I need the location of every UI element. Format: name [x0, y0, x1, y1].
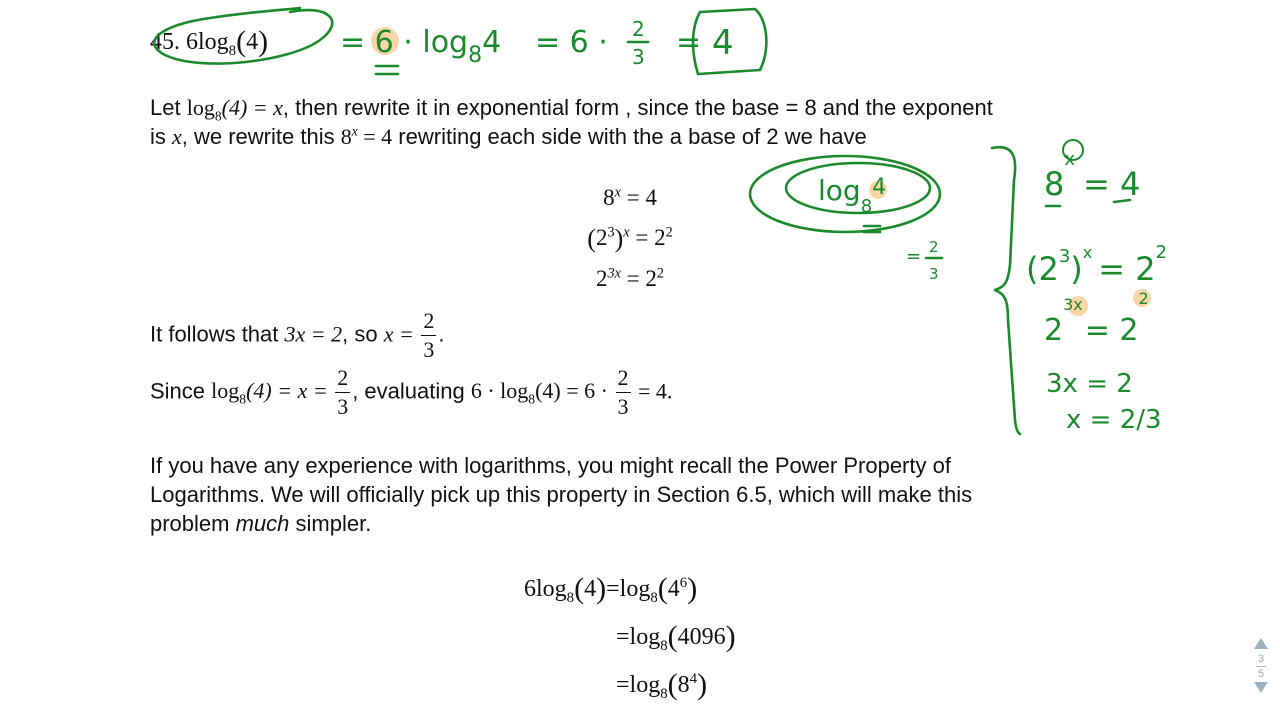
problem-log: log [198, 29, 229, 55]
page-down-button[interactable] [1254, 682, 1268, 693]
power-row-3: $=\log_8(8^4)$ [616, 668, 708, 702]
fraction-two-thirds: $\frac{2}{3}$ [423, 308, 435, 362]
ink-bubble-den: 3 [929, 265, 939, 283]
equation-line-3: $2^{3x} = 2^2$ [595, 265, 665, 291]
paragraph2-line-3: problem much simpler. [150, 511, 372, 536]
close-paren: ) [258, 25, 269, 58]
page-indicator [1248, 638, 1274, 693]
ink-equals-answer: = [676, 25, 702, 60]
double-underline-six [376, 66, 398, 74]
paragraph2-line-2: Logarithms. We will officially pick up this property in Section 6.5, which will make this [150, 482, 973, 507]
fraction-two-thirds-a: $\frac{2}{3}$ [337, 365, 349, 419]
problem-arg: 4 [246, 29, 259, 55]
ink-r3: $2^{3x}= 2^2$ [1044, 289, 1149, 348]
ink-r5: x = 2/3 [1066, 405, 1162, 435]
ink-bubble-log: $\log_8^4$ [818, 174, 887, 217]
since-line: Since $\log_8(4) = x$ = $\frac{2}{3}$ , evaluating $6 \cdot \log_8(4) = 6$ · $\frac{2}{3}$ = 4. [150, 365, 673, 419]
problem-base: 8 [228, 42, 237, 59]
ink-r4: 3x = 2 [1046, 369, 1133, 399]
ink-bubble-eq: = [906, 246, 922, 267]
intro-line-2: is x, we rewrite this $8^x = 4$ rewriting each side with the a base of 2 we have [150, 123, 867, 149]
intro-line-1: Let $\log_8(4) = x$, then rewrite it in exponential form , since the base = 8 and the exponent [150, 95, 993, 124]
page-up-button[interactable] [1254, 638, 1268, 649]
curly-brace [992, 147, 1020, 434]
ink-top-equation: = $6 \cdot \log_84$ [340, 25, 502, 68]
page-separator [1256, 666, 1266, 667]
ink-top-num: 2 [632, 17, 645, 41]
paragraph2-line-1: If you have any experience with logarithms, you might recall the Power Property of [150, 453, 951, 478]
problem-coef: 6 [186, 29, 198, 55]
circle-around-problem [154, 8, 332, 64]
power-row-1: $6\log_8(4)=\log_8(4^6)$ [524, 572, 698, 606]
follows-line: It follows that 3x = 2, so x = $\frac{2}{3}$ . [150, 308, 445, 362]
equation-line-2: $(2^3)^x = 2^2$ [587, 224, 673, 253]
open-paren: ( [236, 25, 247, 58]
power-row-2: $=\log_8(4096)$ [616, 620, 736, 654]
fraction-two-thirds-b: $\frac{2}{3}$ [617, 365, 629, 419]
page-total: 5 [1257, 668, 1265, 680]
page-current: 3 [1257, 653, 1265, 665]
ink-r2: $(2^3)^x = 2^2$ [1026, 242, 1168, 288]
problem-number: 45. [150, 29, 180, 55]
ink-r1: $8^x= 4$ [1044, 149, 1141, 203]
ink-top-den: 3 [632, 45, 645, 69]
equation-line-1: $8^x = 4$ [603, 184, 657, 210]
ink-bubble-num: 2 [929, 238, 939, 256]
ink-equals-six: = 6 · [535, 25, 608, 60]
ink-top-answer: 4 [712, 23, 734, 63]
